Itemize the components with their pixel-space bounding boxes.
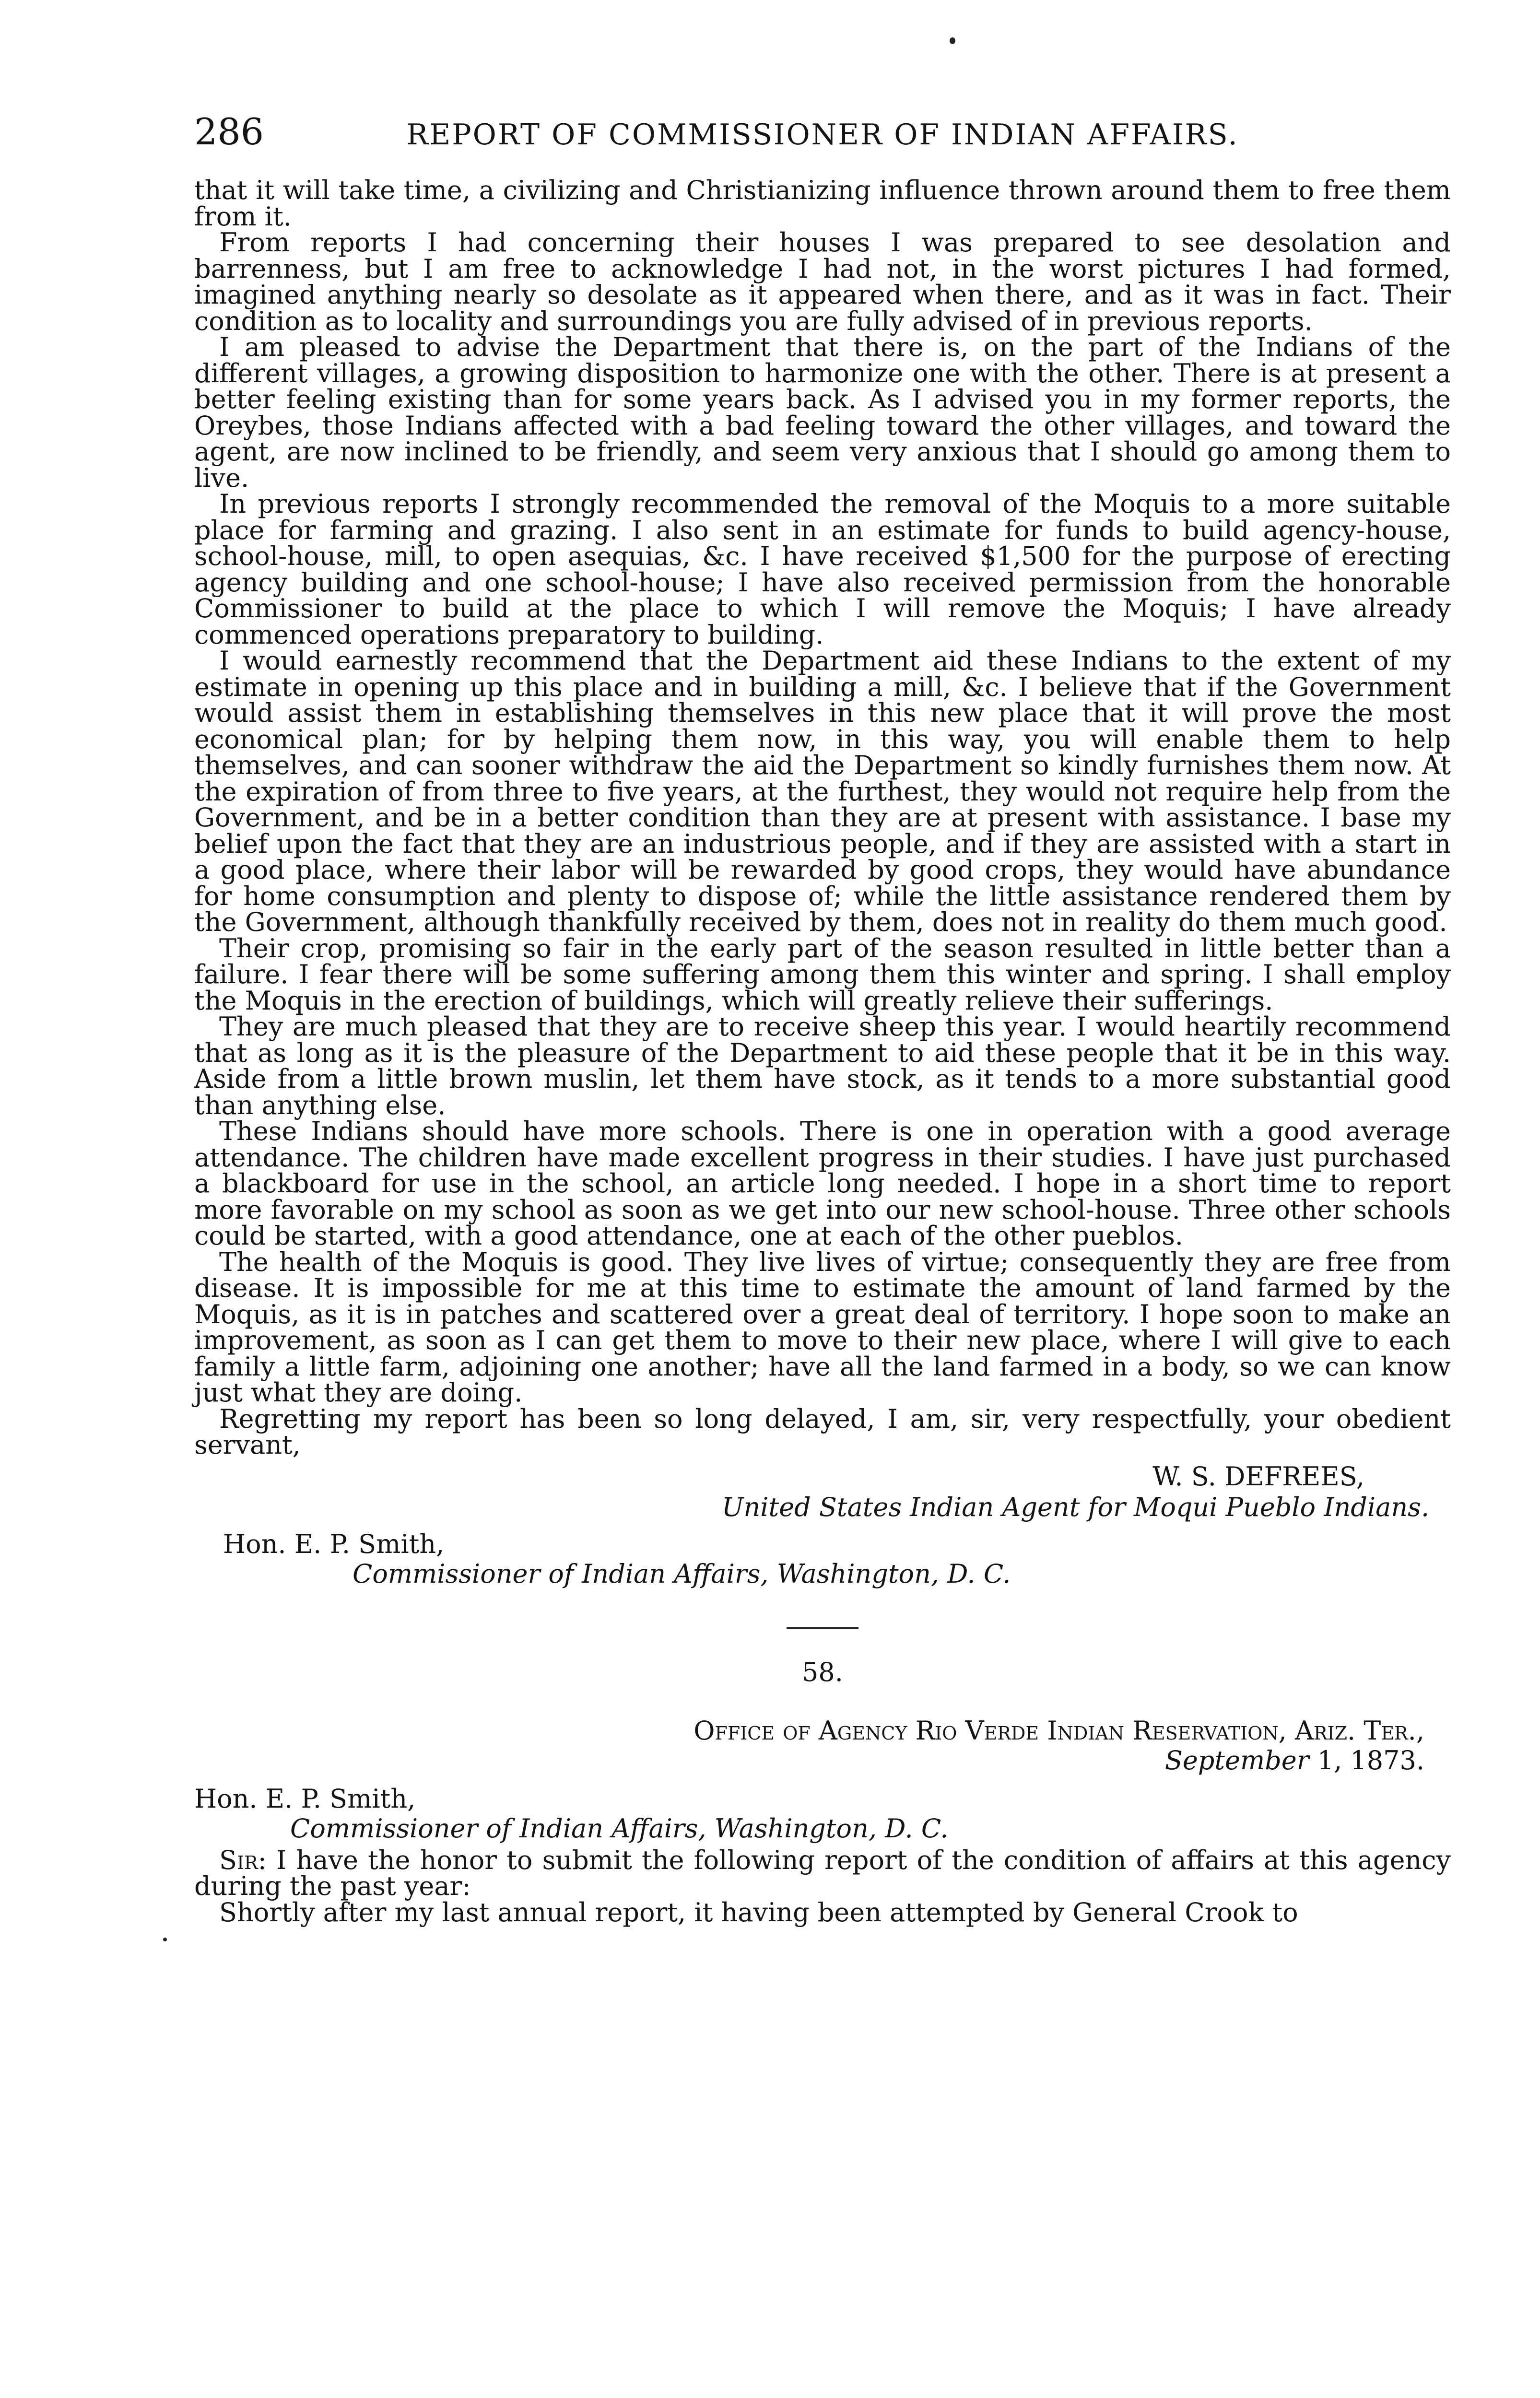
paragraph: Their crop, promising so fair in the early part of the season resulted in little better than a failure. I fear there will be some suffering among them this winter and spring. I shall employ the Moquis in the erection of buildings, which will greatly relieve their sufferings.: [194, 933, 1451, 1016]
paragraph: that it will take time, a civilizing and Christianizing influence thrown around them to free them from it.: [194, 175, 1451, 232]
letter-opening: [194, 1847, 1451, 1900]
letter-addressee: [194, 1784, 1451, 1844]
letter-addressee-title: Commissioner of Indian Affairs, Washington, D. C.: [290, 1813, 949, 1844]
letter-body: [194, 1847, 1451, 1926]
paragraph: Shortly after my last annual report, it having been attempted by General Crook to: [219, 1897, 1298, 1928]
letter-addressee-name: Hon. E. P. Smith,: [194, 1783, 416, 1814]
paragraph: The health of the Moquis is good. They live lives of virtue; consequently they are free from disease. It is impossible for me at this time to estimate the amount of land farmed by the Moquis, as it is in patches and scattered over a great deal of territory. I hope soon to make an improvement, as soon as I can get them to move to their new place, where I will give to each family a little farm, adjoining one another; have all the land farmed in a body, so we can know just what they are doing.: [194, 1246, 1451, 1408]
addressee-title: Commissioner of Indian Affairs, Washington, D. C.: [353, 1558, 1011, 1589]
paragraph: These Indians should have more schools. There is one in operation with a good average attendance. The children have made excellent progress in their studies. I have just purchased a blackboard for use in the school, an article long needed. I hope in a short time to report more favorable on my school as soon as we get into our new school-house. Three other schools could be started, with a good attendance, one at each of the other pueblos.: [194, 1116, 1451, 1251]
section-divider: [787, 1627, 858, 1629]
report-body: [194, 177, 1451, 1458]
ink-speck: [163, 1938, 167, 1941]
opening-text: I have the honor to submit the following report of the condition of affairs at this agency during the past year:: [194, 1845, 1451, 1901]
signature-name: W. S. DEFREES,: [1152, 1461, 1364, 1492]
paragraph: They are much pleased that they are to receive sheep this year. I would heartily recommend that as long as it is the pleasure of the Department to aid these people that it be in this way. Aside from a little brown muslin, let them have stock, as it tends to a more substantial good than anything else.: [194, 1011, 1451, 1120]
paragraph: In previous reports I strongly recommended the removal of the Moquis to a more suitable place for farming and grazing. I also sent in an estimate for funds to build agency-house, school-house, mill, to open asequias, &c. I have received $1,500 for the purpose of erecting agency building and one school-house; I have also received permission from the honorable Commissioner to build at the place to which I will remove the Moquis; I have already commenced operations preparatory to building.: [194, 489, 1451, 650]
document-page: [194, 110, 1451, 1926]
ink-speck: [950, 37, 955, 44]
letter-date-month: September: [1164, 1745, 1309, 1775]
addressee-name: Hon. E. P. Smith,: [223, 1528, 445, 1559]
addressee-block: [194, 1529, 1451, 1589]
letter-heading: [194, 1716, 1451, 1775]
letter-date-rest: 1, 1873.: [1309, 1745, 1424, 1775]
document-number: 58.: [802, 1657, 843, 1687]
letter-date: [194, 1746, 1424, 1775]
salutation: Sir:: [219, 1845, 267, 1875]
page-header: [194, 110, 1451, 163]
signature-title: United States Indian Agent for Moqui Pueblo Indians.: [721, 1492, 1429, 1522]
running-head: REPORT OF COMMISSIONER OF INDIAN AFFAIRS.: [406, 118, 1239, 152]
paragraph: I would earnestly recommend that the Department aid these Indians to the extent of my estimate in opening up this place and in building a mill, &c. I believe that if the Government would assist them in establishing themselves in this new place that it will prove the most economical plan; for by helping them now, in this way, you will enable them to help themselves, and can sooner withdraw the aid the Department so kindly furnishes them now. At the expiration of from three to five years, at the furthest, they would not require help from the Government, and be in a better condition than they are at present with assistance. I base my belief upon the fact that they are an industrious people, and if they are assisted with a start in a good place, where their labor will be rewarded by good crops, they would have abundance for home consumption and plenty to dispose of; while the little assistance rendered them by the Government, although thankfully received by them, does not in reality do them much good.: [194, 646, 1451, 937]
page-number: 286: [194, 110, 264, 153]
paragraph: I am pleased to advise the Department that there is, on the part of the Indians of the different villages, a growing disposition to harmonize one with the other. There is at present a better feeling existing than for some years back. As I advised you in my former reports, the Oreybes, those Indians affected with a bad feeling toward the other villages, and toward the agent, are now inclined to be friendly, and seem very anxious that I should go among them to live.: [194, 332, 1451, 493]
paragraph: From reports I had concerning their houses I was prepared to see desolation and barrenness, but I am free to acknowledge I had not, in the worst pictures I had formed, imagined anything nearly so desolate as it appeared when there, and as it was in fact. Their condition as to locality and surroundings you are fully advised of in previous reports.: [194, 227, 1451, 336]
letter-place: Office of Agency Rio Verde Indian Reservation, Ariz. Ter.,: [694, 1715, 1424, 1746]
paragraph: Regretting my report has been so long delayed, I am, sir, very respectfully, your obedient servant,: [194, 1403, 1451, 1460]
